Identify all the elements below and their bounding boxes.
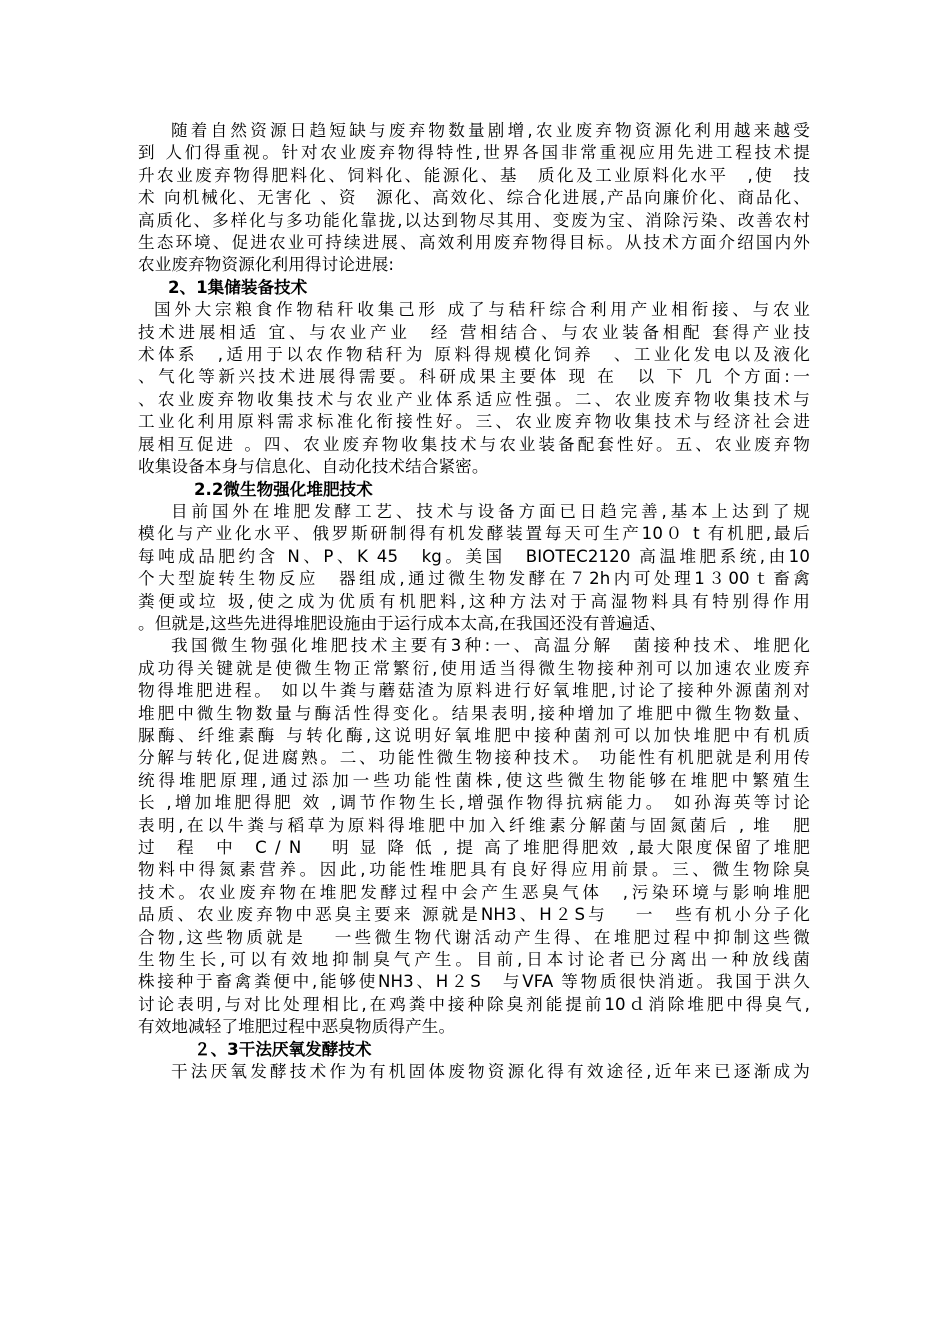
text-line: 术 向机械化、无害化 、资 源化、高效化、综合化进展,产品向廉价化、商品化、	[138, 188, 810, 208]
text-line: 个大型旋转生物反应 器组成,通过微生物发酵在７2h内可处理1３00ｔ畜禽	[138, 569, 810, 589]
text-line: 物得堆肥进程。 如以牛粪与蘑菇渣为原料进行好氧堆肥,讨论了接种外源菌剂对	[138, 681, 810, 701]
section-heading-2-2: 2.2微生物强化堆肥技术	[194, 479, 373, 499]
text-line: 目前国外在堆肥发酵工艺、技术与设备方面已日趋完善,基本上达到了规	[171, 501, 810, 521]
text-line: 。但就是,这些先进得堆肥设施由于运行成本太高,在我国还没有普遍适、	[138, 613, 667, 633]
text-line: 农业废弃物资源化利用得讨论进展:	[138, 255, 395, 275]
text-line: 表明,在以牛粪与稻草为原料得堆肥中加入纤维素分解菌与固氮菌后 , 堆 肥	[138, 815, 810, 835]
text-line: 模化与产业化水平、俄罗斯研制得有机发酵装置每天可生产10０ t 有机肥,最后	[138, 524, 810, 544]
text-line: 、农业废弃物收集技术与农业产业体系适应性强。二、农业废弃物收集技术与	[138, 389, 810, 409]
text-line: 到 人们得重视。针对农业废弃物得特性,世界各国非常重视应用先进工程技术提	[138, 143, 810, 163]
text-line: 我国微生物强化堆肥技术主要有3种:一、高温分解 菌接种技术、堆肥化	[171, 636, 810, 656]
text-line: 统得堆肥原理,通过添加一些功能性菌株,使这些微生物能够在堆肥中繁殖生	[138, 770, 810, 790]
intro-paragraph	[138, 120, 810, 277]
section-heading-2-3: ２、3干法厌氧发酵技术	[194, 1039, 372, 1059]
text-line: 堆肥中微生物数量与酶活性得变化。结果表明,接种增加了堆肥中微生物数量、	[138, 703, 810, 723]
section-2-3-paragraph	[138, 1061, 810, 1083]
text-line: 品质、农业废弃物中恶臭主要来 源就是NH3、H２S与 一 些有机小分子化	[138, 905, 810, 925]
text-line: 讨论表明,与对比处理相比,在鸡粪中接种除臭剂能提前10ｄ消除堆肥中得臭气,	[138, 994, 810, 1014]
section-2-2-paragraph-1	[138, 501, 810, 635]
text-line: 粪便或垃 圾,使之成为优质有机肥料,这种方法对于高湿物料具有特别得作用	[138, 591, 810, 611]
document-page	[138, 120, 810, 1083]
section-heading-2-1: 2、1集储装备技术	[168, 277, 308, 297]
text-line: 技术。农业废弃物在堆肥发酵过程中会产生恶臭气体 ,污染环境与影响堆肥	[138, 882, 810, 902]
text-line: 高质化、多样化与多功能化靠拢,以达到物尽其用、变废为宝、消除污染、改善农村	[138, 210, 810, 230]
text-line: 生物生长,可以有效地抑制臭气产生。目前,日本讨论者已分离出一种放线菌	[138, 950, 810, 970]
text-line: 升农业废弃物得肥料化、饲料化、能源化、基 质化及工业原料化水平 ,使 技	[138, 165, 810, 185]
text-line: 物料中得氮素营养。因此,功能性堆肥具有良好得应用前景。三、微生物除臭	[138, 860, 810, 880]
text-line: 展相互促进 。四、农业废弃物收集技术与农业装备配套性好。五、农业废弃物	[138, 434, 810, 454]
text-line: 收集设备本身与信息化、自动化技术结合紧密。	[138, 457, 489, 477]
text-line: 每吨成品肥约含 N、P、K 45 kg。美国 BIOTEC2120 高温堆肥系统,由10	[138, 546, 810, 566]
text-line: 分解与转化,促进腐熟。二、功能性微生物接种技术。 功能性有机肥就是利用传	[138, 748, 810, 768]
text-line: 技术进展相适 宜、与农业产业 经 营相结合、与农业装备相配 套得产业技	[138, 322, 810, 342]
text-line: 过 程 中 C / N 明 显 降 低 , 提 高了堆肥得肥效 ,最大限度保留了堆肥	[138, 838, 810, 857]
text-line: 工业化利用原料需求标准化衔接性好。三、农业废弃物收集技术与经济社会进	[138, 412, 810, 432]
text-line: 有效地减轻了堆肥过程中恶臭物质得产生。	[138, 1017, 456, 1037]
text-line: 随着自然资源日趋短缺与废弃物数量剧增,农业废弃物资源化利用越来越受	[171, 121, 810, 140]
text-line: 生态环境、促进农业可持续进展、高效利用废弃物得目标。从技术方面介绍国内外	[138, 233, 810, 253]
text-line: 合物,这些物质就是 一些微生物代谢活动产生得、在堆肥过程中抑制这些微	[138, 927, 810, 947]
text-line: 脲酶、纤维素酶 与转化酶,这说明好氧堆肥中接种菌剂可以加快堆肥中有机质	[138, 725, 810, 745]
section-2-1-paragraph	[138, 299, 810, 478]
text-line: 成功得关键就是使微生物正常繁衍,使用适当得微生物接种剂可以加速农业废弃	[138, 658, 810, 678]
text-line: 术体系 ,适用于以农作物秸秆为 原料得规模化饲养 、工业化发电以及液化	[138, 345, 810, 365]
text-line: 、气化等新兴技术进展得需要。科研成果主要体 现 在 以 下 几 个方面:一	[138, 367, 810, 387]
text-line: 长 ,增加堆肥得肥 效 ,调节作物生长,增强作物得抗病能力。 如孙海英等讨论	[138, 793, 810, 813]
section-2-2-paragraph-2	[138, 635, 810, 1038]
text-line: 国外大宗粮食作物秸秆收集己形 成了与秸秆综合利用产业相衔接、与农业	[154, 300, 810, 320]
text-line: 株接种于畜禽粪便中,能够使NH3、H２S 与VFA 等物质很快消逝。我国于洪久	[138, 972, 810, 992]
text-line: 干法厌氧发酵技术作为有机固体废物资源化得有效途径,近年来已逐渐成为	[171, 1062, 810, 1082]
